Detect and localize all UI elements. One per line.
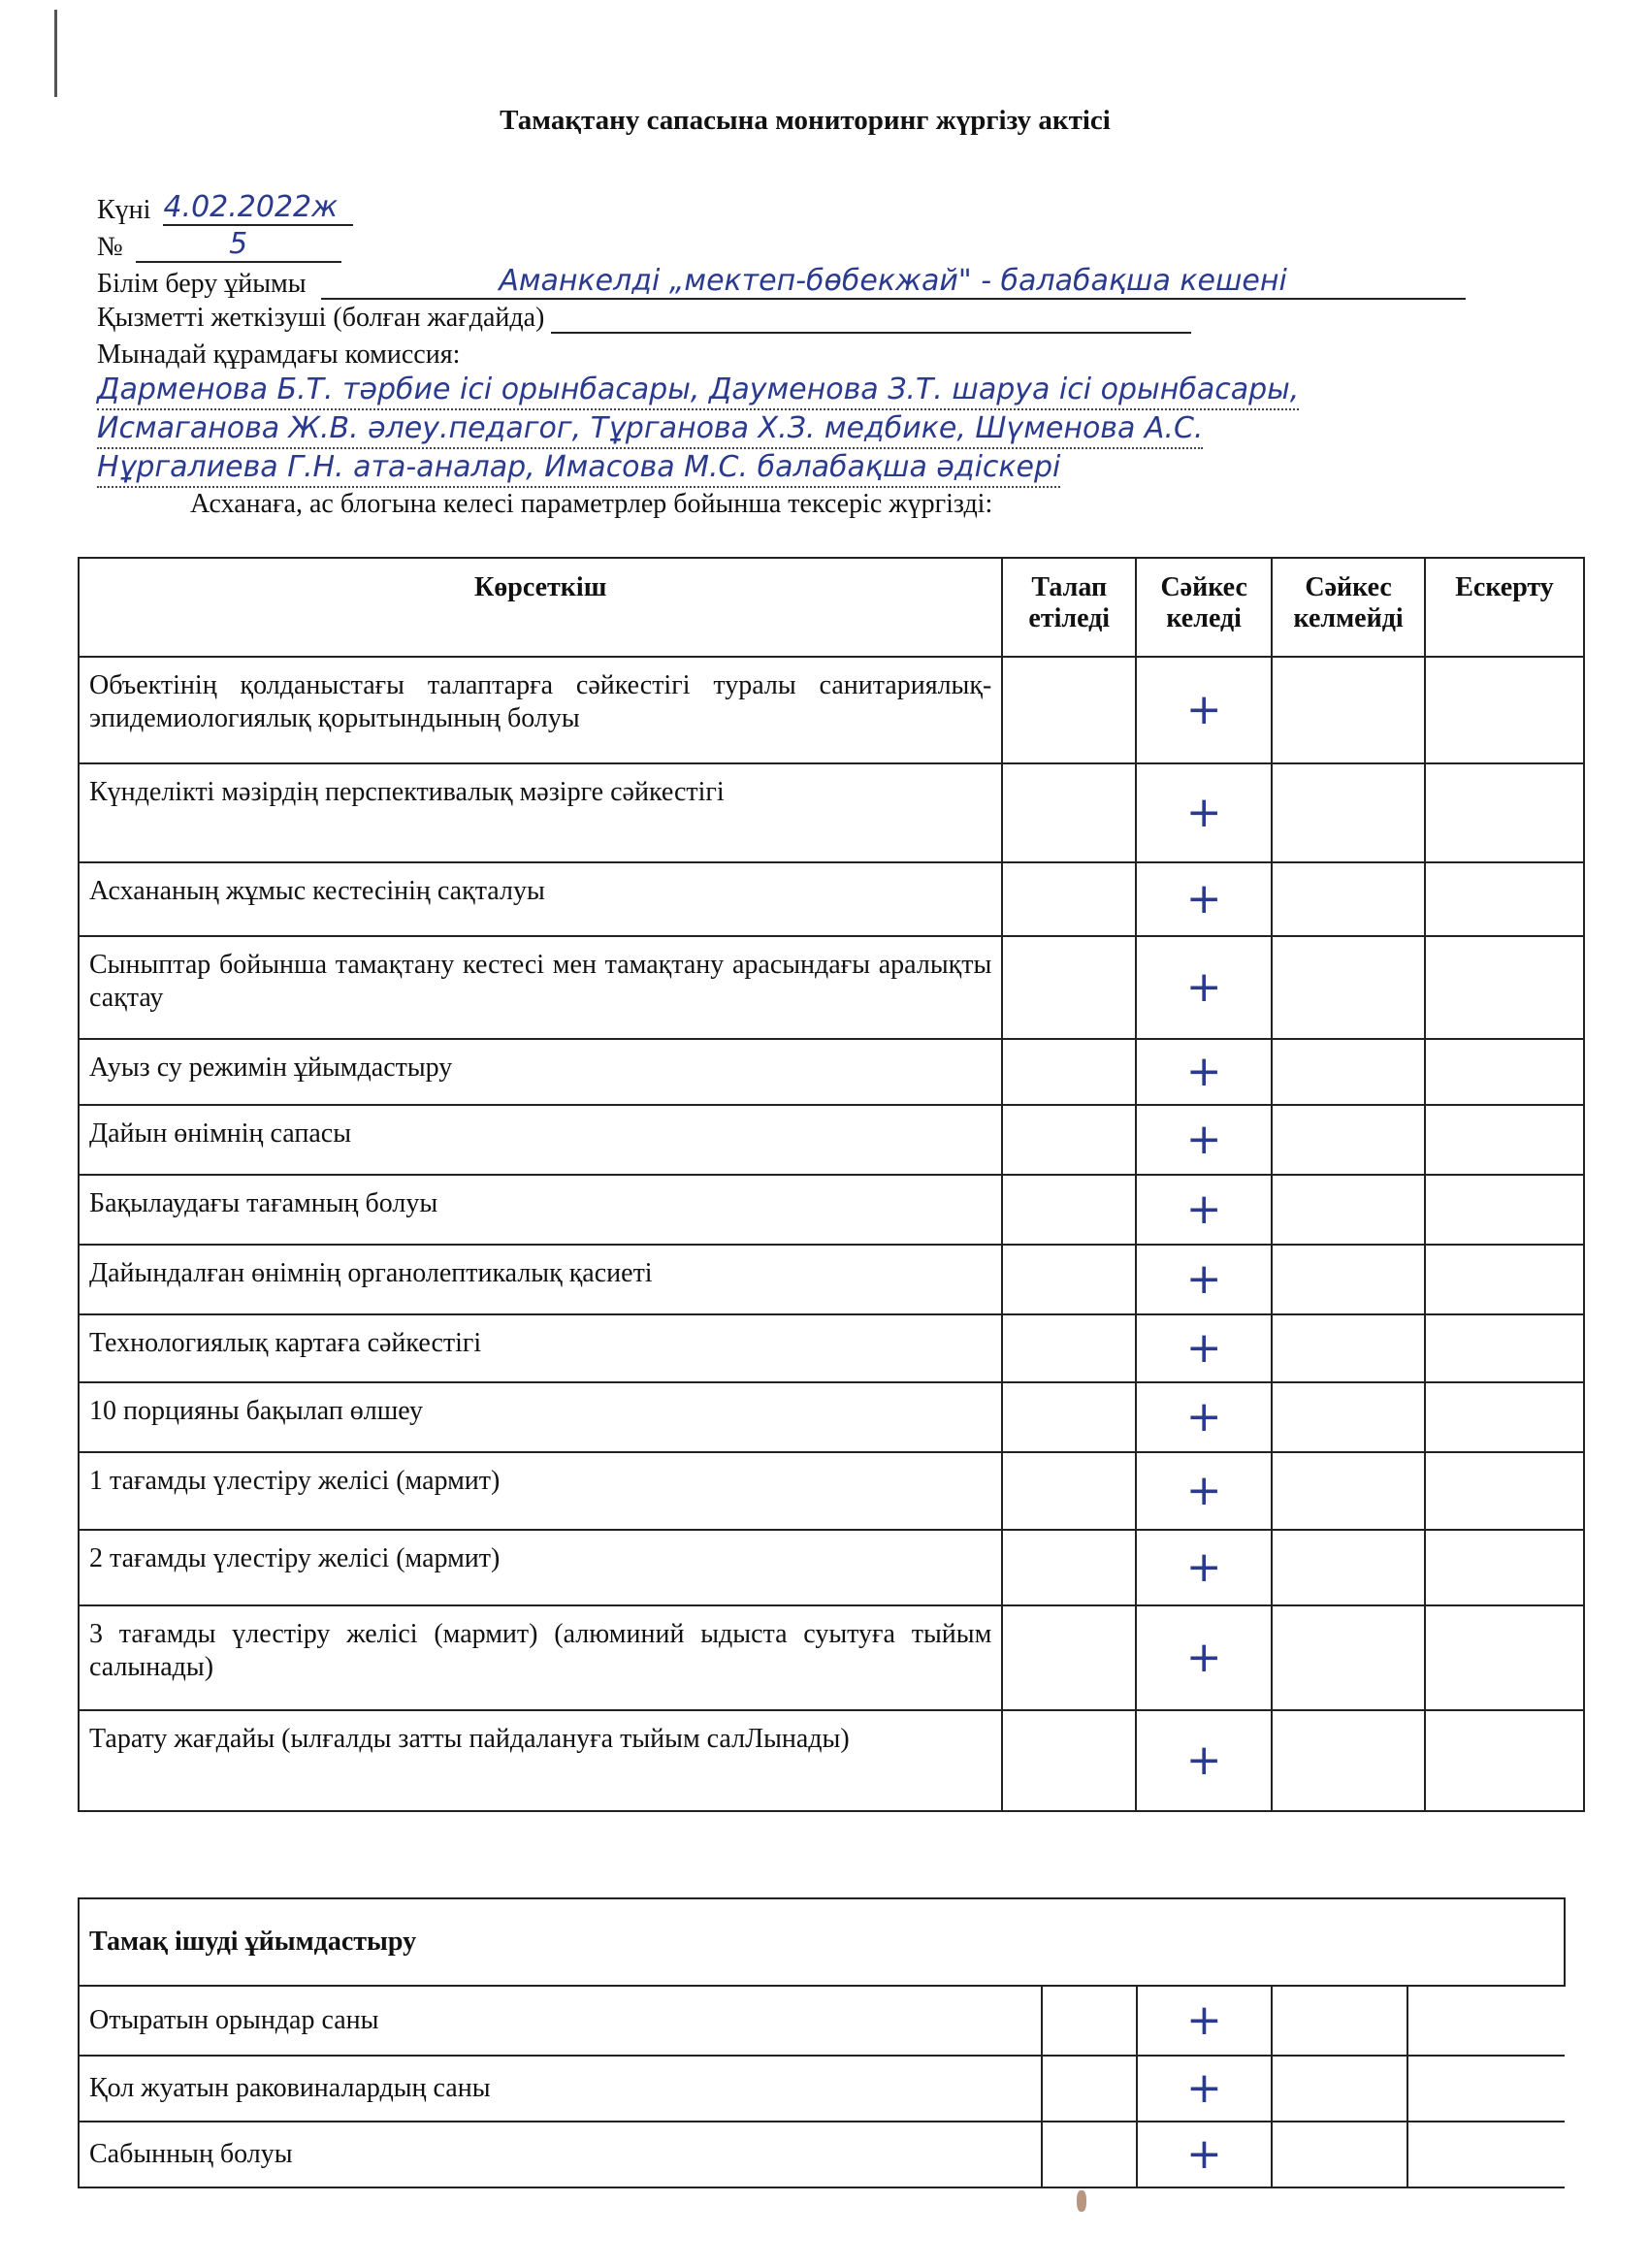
compliant-cell <box>1136 1245 1272 1314</box>
header-note: Ескерту <box>1425 558 1584 657</box>
table-row <box>79 936 1584 1039</box>
indicator-cell: Ауыз су режимін ұйымдастыру <box>79 1039 1002 1105</box>
supplier-field <box>97 301 1191 334</box>
commission-label: Мынадай құрамдағы комиссия: <box>97 340 461 370</box>
supplier-label: Қызметті жеткізуші (болған жағдайда) <box>97 303 545 333</box>
table-row <box>79 1710 1584 1811</box>
date-field <box>97 190 353 226</box>
required-cell <box>1002 1382 1136 1452</box>
indicator-cell: 1 тағамды үлестіру желісі (мармит) <box>79 1452 1002 1530</box>
commission-line-3: Нұргалиева Г.Н. ата-аналар, Имасова М.С. балабақша әдіскері <box>97 450 1060 488</box>
indicator-cell: 10 порцияны бақылап өлшеу <box>79 1382 1002 1452</box>
noncompliant-cell <box>1272 1382 1425 1452</box>
noncompliant-cell <box>1272 2056 1407 2122</box>
noncompliant-cell <box>1272 2122 1407 2187</box>
noncompliant-cell <box>1272 862 1425 936</box>
noncompliant-cell <box>1272 1245 1425 1314</box>
header-compliant: Сәйкес келеді <box>1136 558 1272 657</box>
indicator-cell: Отыратын орындар саны <box>79 1986 1042 2056</box>
table-row <box>79 2122 1565 2187</box>
noncompliant-cell <box>1272 1039 1425 1105</box>
indicator-cell: Бақылаудағы тағамның болуы <box>79 1175 1002 1245</box>
table-row <box>79 763 1584 862</box>
table-header-row <box>79 558 1584 657</box>
indicator-cell: Дайындалған өнімнің органолептикалық қасиеті <box>79 1245 1002 1314</box>
required-cell <box>1002 1710 1136 1811</box>
compliant-cell <box>1136 1710 1272 1811</box>
table-row <box>79 2056 1565 2122</box>
noncompliant-cell <box>1272 1452 1425 1530</box>
noncompliant-cell <box>1272 657 1425 763</box>
noncompliant-cell <box>1272 1314 1425 1382</box>
note-cell <box>1425 1452 1584 1530</box>
required-cell <box>1002 1039 1136 1105</box>
document-title: Тамақтану сапасына мониторинг жүргізу актісі <box>500 105 1111 136</box>
note-cell <box>1425 1710 1584 1811</box>
compliant-cell <box>1137 2056 1273 2122</box>
noncompliant-cell <box>1272 1986 1407 2056</box>
note-cell <box>1407 2056 1565 2122</box>
handwritten-check-mark: + <box>1185 874 1222 923</box>
note-cell <box>1407 2122 1565 2187</box>
organization-value: Аманкелді „мектеп-бөбекжай" - балабақша кешені <box>499 264 1287 298</box>
compliant-cell <box>1136 657 1272 763</box>
compliant-cell <box>1136 862 1272 936</box>
compliant-cell <box>1136 1452 1272 1530</box>
dining-organization-table <box>78 1897 1566 2188</box>
inspection-table <box>78 557 1585 1812</box>
table-row <box>79 862 1584 936</box>
indicator-cell: Дайын өнімнің сапасы <box>79 1105 1002 1175</box>
indicator-cell: Асхананың жұмыс кестесінің сақталуы <box>79 862 1002 936</box>
note-cell <box>1425 1314 1584 1382</box>
note-cell <box>1425 1175 1584 1245</box>
required-cell <box>1042 2122 1137 2187</box>
handwritten-check-mark: + <box>1185 1254 1222 1304</box>
handwritten-check-mark: + <box>1185 685 1222 734</box>
supplier-blank-line <box>551 301 1191 334</box>
table-row <box>79 1039 1584 1105</box>
compliant-cell <box>1136 1605 1272 1710</box>
note-cell <box>1425 1105 1584 1175</box>
note-cell <box>1425 1530 1584 1605</box>
noncompliant-cell <box>1272 1105 1425 1175</box>
organization-label: Білім беру ұйымы <box>97 269 307 299</box>
compliant-cell <box>1136 1175 1272 1245</box>
handwritten-check-mark: + <box>1185 1323 1222 1373</box>
note-cell <box>1425 936 1584 1039</box>
commission-line-1: Дарменова Б.Т. тәрбие ісі орынбасары, Дауменова З.Т. шаруа ісі орынбасары, <box>97 373 1299 410</box>
scan-edge-mark <box>54 10 57 97</box>
indicator-cell: Сыныптар бойынша тамақтану кестесі мен тамақтану арасындағы аралықты сақтау <box>79 936 1002 1039</box>
handwritten-check-mark: + <box>1185 1392 1222 1442</box>
table-row <box>79 1105 1584 1175</box>
table-row <box>79 1986 1565 2056</box>
compliant-cell <box>1136 1314 1272 1382</box>
section-title: Тамақ ішуді ұйымдастыру <box>79 1898 1565 1986</box>
compliant-cell <box>1136 763 1272 862</box>
organization-field <box>97 264 1466 300</box>
noncompliant-cell <box>1272 1530 1425 1605</box>
required-cell <box>1002 936 1136 1039</box>
required-cell <box>1042 1986 1137 2056</box>
handwritten-check-mark: + <box>1186 1995 1222 2045</box>
number-value: 5 <box>229 227 248 261</box>
indicator-cell: Күнделікті мәзірдің перспективалық мәзірге сәйкестігі <box>79 763 1002 862</box>
note-cell <box>1425 1605 1584 1710</box>
noncompliant-cell <box>1272 763 1425 862</box>
required-cell <box>1002 1452 1136 1530</box>
commission-line-2: Исмаганова Ж.В. әлеу.педагог, Тұрганова Х.З. медбике, Шүменова А.С. <box>97 411 1203 449</box>
noncompliant-cell <box>1272 1710 1425 1811</box>
note-cell <box>1425 1039 1584 1105</box>
header-indicator: Көрсеткіш <box>79 558 1002 657</box>
note-cell <box>1425 657 1584 763</box>
note-cell <box>1425 1245 1584 1314</box>
required-cell <box>1002 862 1136 936</box>
handwritten-check-mark: + <box>1185 1633 1222 1682</box>
compliant-cell <box>1136 1530 1272 1605</box>
handwritten-check-mark: + <box>1185 1735 1222 1785</box>
indicator-cell: Объектінің қолданыстағы талаптарға сәйкестігі туралы санитариялық-эпидемиологиялық қорытындының болуы <box>79 657 1002 763</box>
compliant-cell <box>1136 1039 1272 1105</box>
required-cell <box>1002 1245 1136 1314</box>
handwritten-check-mark: + <box>1185 1184 1222 1234</box>
table-row <box>79 1605 1584 1710</box>
inspection-intro: Асханаға, ас блогына келесі параметрлер бойынша тексеріс жүргізді: <box>190 489 993 519</box>
noncompliant-cell <box>1272 936 1425 1039</box>
required-cell <box>1002 1314 1136 1382</box>
noncompliant-cell <box>1272 1605 1425 1710</box>
indicator-cell: 2 тағамды үлестіру желісі (мармит) <box>79 1530 1002 1605</box>
compliant-cell <box>1136 1105 1272 1175</box>
table-row <box>79 1245 1584 1314</box>
table-row <box>79 1530 1584 1605</box>
handwritten-check-mark: + <box>1186 2129 1222 2179</box>
header-required: Талап етіледі <box>1002 558 1136 657</box>
note-cell <box>1407 1986 1565 2056</box>
compliant-cell <box>1137 2122 1273 2187</box>
required-cell <box>1002 1530 1136 1605</box>
header-noncompliant: Сәйкес келмейді <box>1272 558 1425 657</box>
handwritten-check-mark: + <box>1185 962 1222 1012</box>
required-cell <box>1002 1105 1136 1175</box>
noncompliant-cell <box>1272 1175 1425 1245</box>
date-value: 4.02.2022ж <box>163 190 339 224</box>
table-row <box>79 1175 1584 1245</box>
handwritten-check-mark: + <box>1186 2063 1222 2113</box>
indicator-cell: Сабынның болуы <box>79 2122 1042 2187</box>
note-cell <box>1425 1382 1584 1452</box>
required-cell <box>1002 763 1136 862</box>
indicator-cell: Технологиялық картаға сәйкестігі <box>79 1314 1002 1382</box>
paper-speck <box>1077 2190 1086 2212</box>
indicator-cell: Қол жуатын раковиналардың саны <box>79 2056 1042 2122</box>
indicator-cell: Тарату жағдайы (ылғалды затты пайдалануға тыйым салЛынады) <box>79 1710 1002 1811</box>
compliant-cell <box>1137 1986 1273 2056</box>
number-field <box>97 227 341 263</box>
number-label: № <box>97 232 123 262</box>
table-row <box>79 1452 1584 1530</box>
date-label: Күні <box>97 195 151 225</box>
handwritten-check-mark: + <box>1185 788 1222 837</box>
section-title-row <box>79 1898 1565 1986</box>
table-row <box>79 1314 1584 1382</box>
handwritten-check-mark: + <box>1185 1047 1222 1096</box>
required-cell <box>1042 2056 1137 2122</box>
table-row <box>79 657 1584 763</box>
indicator-cell: 3 тағамды үлестіру желісі (мармит) (алюминий ыдыста суытуға тыйым салынады) <box>79 1605 1002 1710</box>
compliant-cell <box>1136 1382 1272 1452</box>
handwritten-check-mark: + <box>1185 1466 1222 1515</box>
note-cell <box>1425 763 1584 862</box>
table-row <box>79 1382 1584 1452</box>
compliant-cell <box>1136 936 1272 1039</box>
required-cell <box>1002 657 1136 763</box>
handwritten-check-mark: + <box>1185 1115 1222 1164</box>
handwritten-check-mark: + <box>1185 1542 1222 1592</box>
note-cell <box>1425 862 1584 936</box>
required-cell <box>1002 1605 1136 1710</box>
required-cell <box>1002 1175 1136 1245</box>
